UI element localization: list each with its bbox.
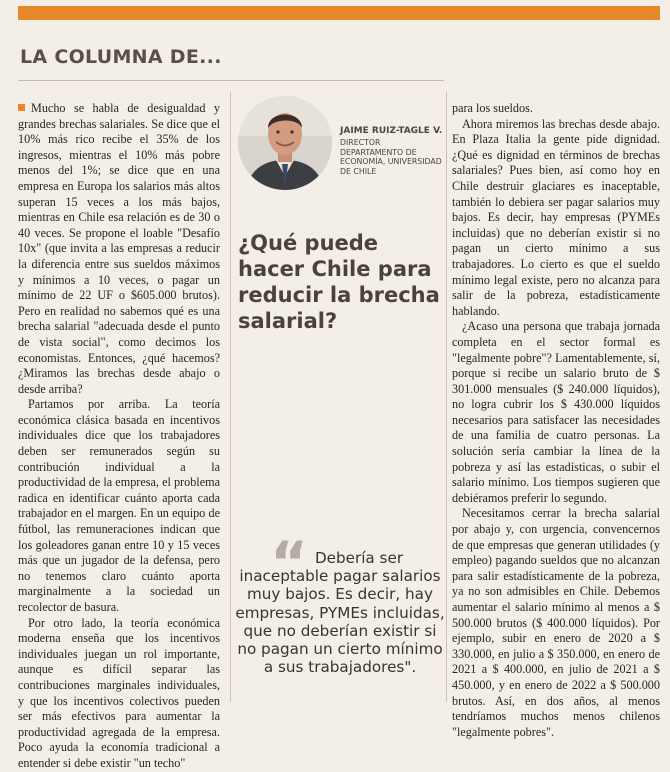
article-column-1 — [18, 101, 220, 772]
article-column-3 — [452, 101, 660, 740]
open-quote-icon: “ — [270, 529, 309, 597]
pull-quote: Debería ser inaceptable pagar salarios muy bajos. Es decir, hay empresas, PYMEs incluidas, que no deberían existir si no pagan un cierto mínimo a sus trabajadores". — [235, 549, 445, 677]
author-block — [340, 126, 444, 176]
section-label: LA COLUMNA DE... — [20, 46, 222, 68]
column-divider — [446, 92, 447, 702]
author-photo — [238, 96, 332, 190]
author-role: DIRECTOR DEPARTAMENTO DE ECONOMÍA, UNIVERSIDAD DE CHILE — [340, 138, 442, 176]
orange-square-bullet-icon — [18, 104, 25, 111]
paragraph: Partamos por arriba. La teoría económica clásica basada en incentivos individuales dice que los trabajadores deben ser remunerados según su contribución individual a la productividad de la empresa, el problema radica en identificar cuánto aporta cada trabajador en el margen. En un equipo de fútbol, las remuneraciones indican que los goleadores ganan entre 10 y 15 veces más que un jugador de la defensa, pero no tenemos claro cuánto aporta marginalmente a la sociedad un recolector de basura. — [18, 397, 220, 614]
article-headline: ¿Qué puede hacer Chile para reducir la brecha salarial? — [238, 231, 440, 333]
header-rule — [18, 80, 444, 81]
paragraph: Mucho se habla de desigualdad y grandes brechas salariales. Se dice que el 10% más rico recibe el 35% de los ingresos, mientras el 10% más pobre menos del 1%; se dice que en una empresa en Europa los salarios más altos superan 15 veces a los más bajos, mientras en Chile esa relación es de 30 o 40 veces. Se propone el loable "Desafío 10x" (que invita a las empresas a reducir la diferencia entre sus sueldos máximos y mínimos a 10 veces, o pagar un mínimo de 22 UF o $605.000 brutos). Pero en realidad no sabemos qué es una brecha salarial "adecuada desde el punto de vista social", como decimos los economistas. Entonces, ¿qué hacemos? ¿Miramos las brechas desde abajo o desde arriba? — [18, 101, 220, 396]
header-accent-bar — [18, 6, 660, 20]
author-name: JAIME RUIZ-TAGLE V. — [340, 126, 443, 136]
column-divider — [230, 92, 231, 702]
paragraph: Por otro lado, la teoría económica moderna enseña que los incentivos individuales juegan un rol importante, aunque es difícil separar las contribuciones marginales individuales, y que los incentivos colectivos pueden ser más efectivos para aumentar la productividad agregada de la empresa. Poco ayuda la economía tradicional a entender si debe existir "un techo" — [18, 615, 220, 770]
paragraph: ¿Acaso una persona que trabaja jornada completa en el sector formal es "legalmente pobre"? Lamentablemente, sí, porque si recibe un salario bruto de $ 301.000 mensuales ($ 240.000 líquidos), no logra cubrir los $ 430.000 líquidos necesarios para satisfacer las necesidades de una familia de cuatro personas. La solución sería cambiar la línea de la pobreza y así las estadísticas, o subir el salario mínimo. Los tiempos sugieren que debiéramos preferir lo segundo. — [452, 319, 660, 505]
paragraph: para los sueldos. — [452, 101, 533, 115]
paragraph: Ahora miremos las brechas desde abajo. En Plaza Italia la gente pide dignidad. ¿Qué es dignidad en términos de brechas salariales? Pues bien, así como hoy en Chile destruir glaciares es inaceptable, también lo debiera ser pagar salarios muy bajos. Es decir, hay empresas (PYMEs incluidas) que no deberían existir si no pagan un cierto mínimo a sus trabajadores. Lo cierto es que el sueldo mínimo legal existe, pero no alcanza para salir de la pobreza, estadísticamente hablando. — [452, 116, 660, 318]
paragraph: Necesitamos cerrar la brecha salarial por abajo y, con urgencia, convencernos de que empresas que generan utilidades (y empleo) pagando sueldos que no alcanzan para salir estadísticamente de la pobreza, ya no son admisibles en Chile. Debemos aumentar el salario mínimo al menos a $ 500.000 brutos ($ 400.000 líquidos). Por ejemplo, subir en enero de 2020 a $ 330.000, en julio a $ 350.000, en enero de 2021 a $ 400.000, en julio de 2021 a $ 450.000, y en enero de 2022 a $ 500.000 brutos. Así, en dos años, al menos tendríamos muchos menos chilenos "legalmente pobres". — [452, 506, 660, 739]
author-portrait-icon — [238, 96, 332, 190]
